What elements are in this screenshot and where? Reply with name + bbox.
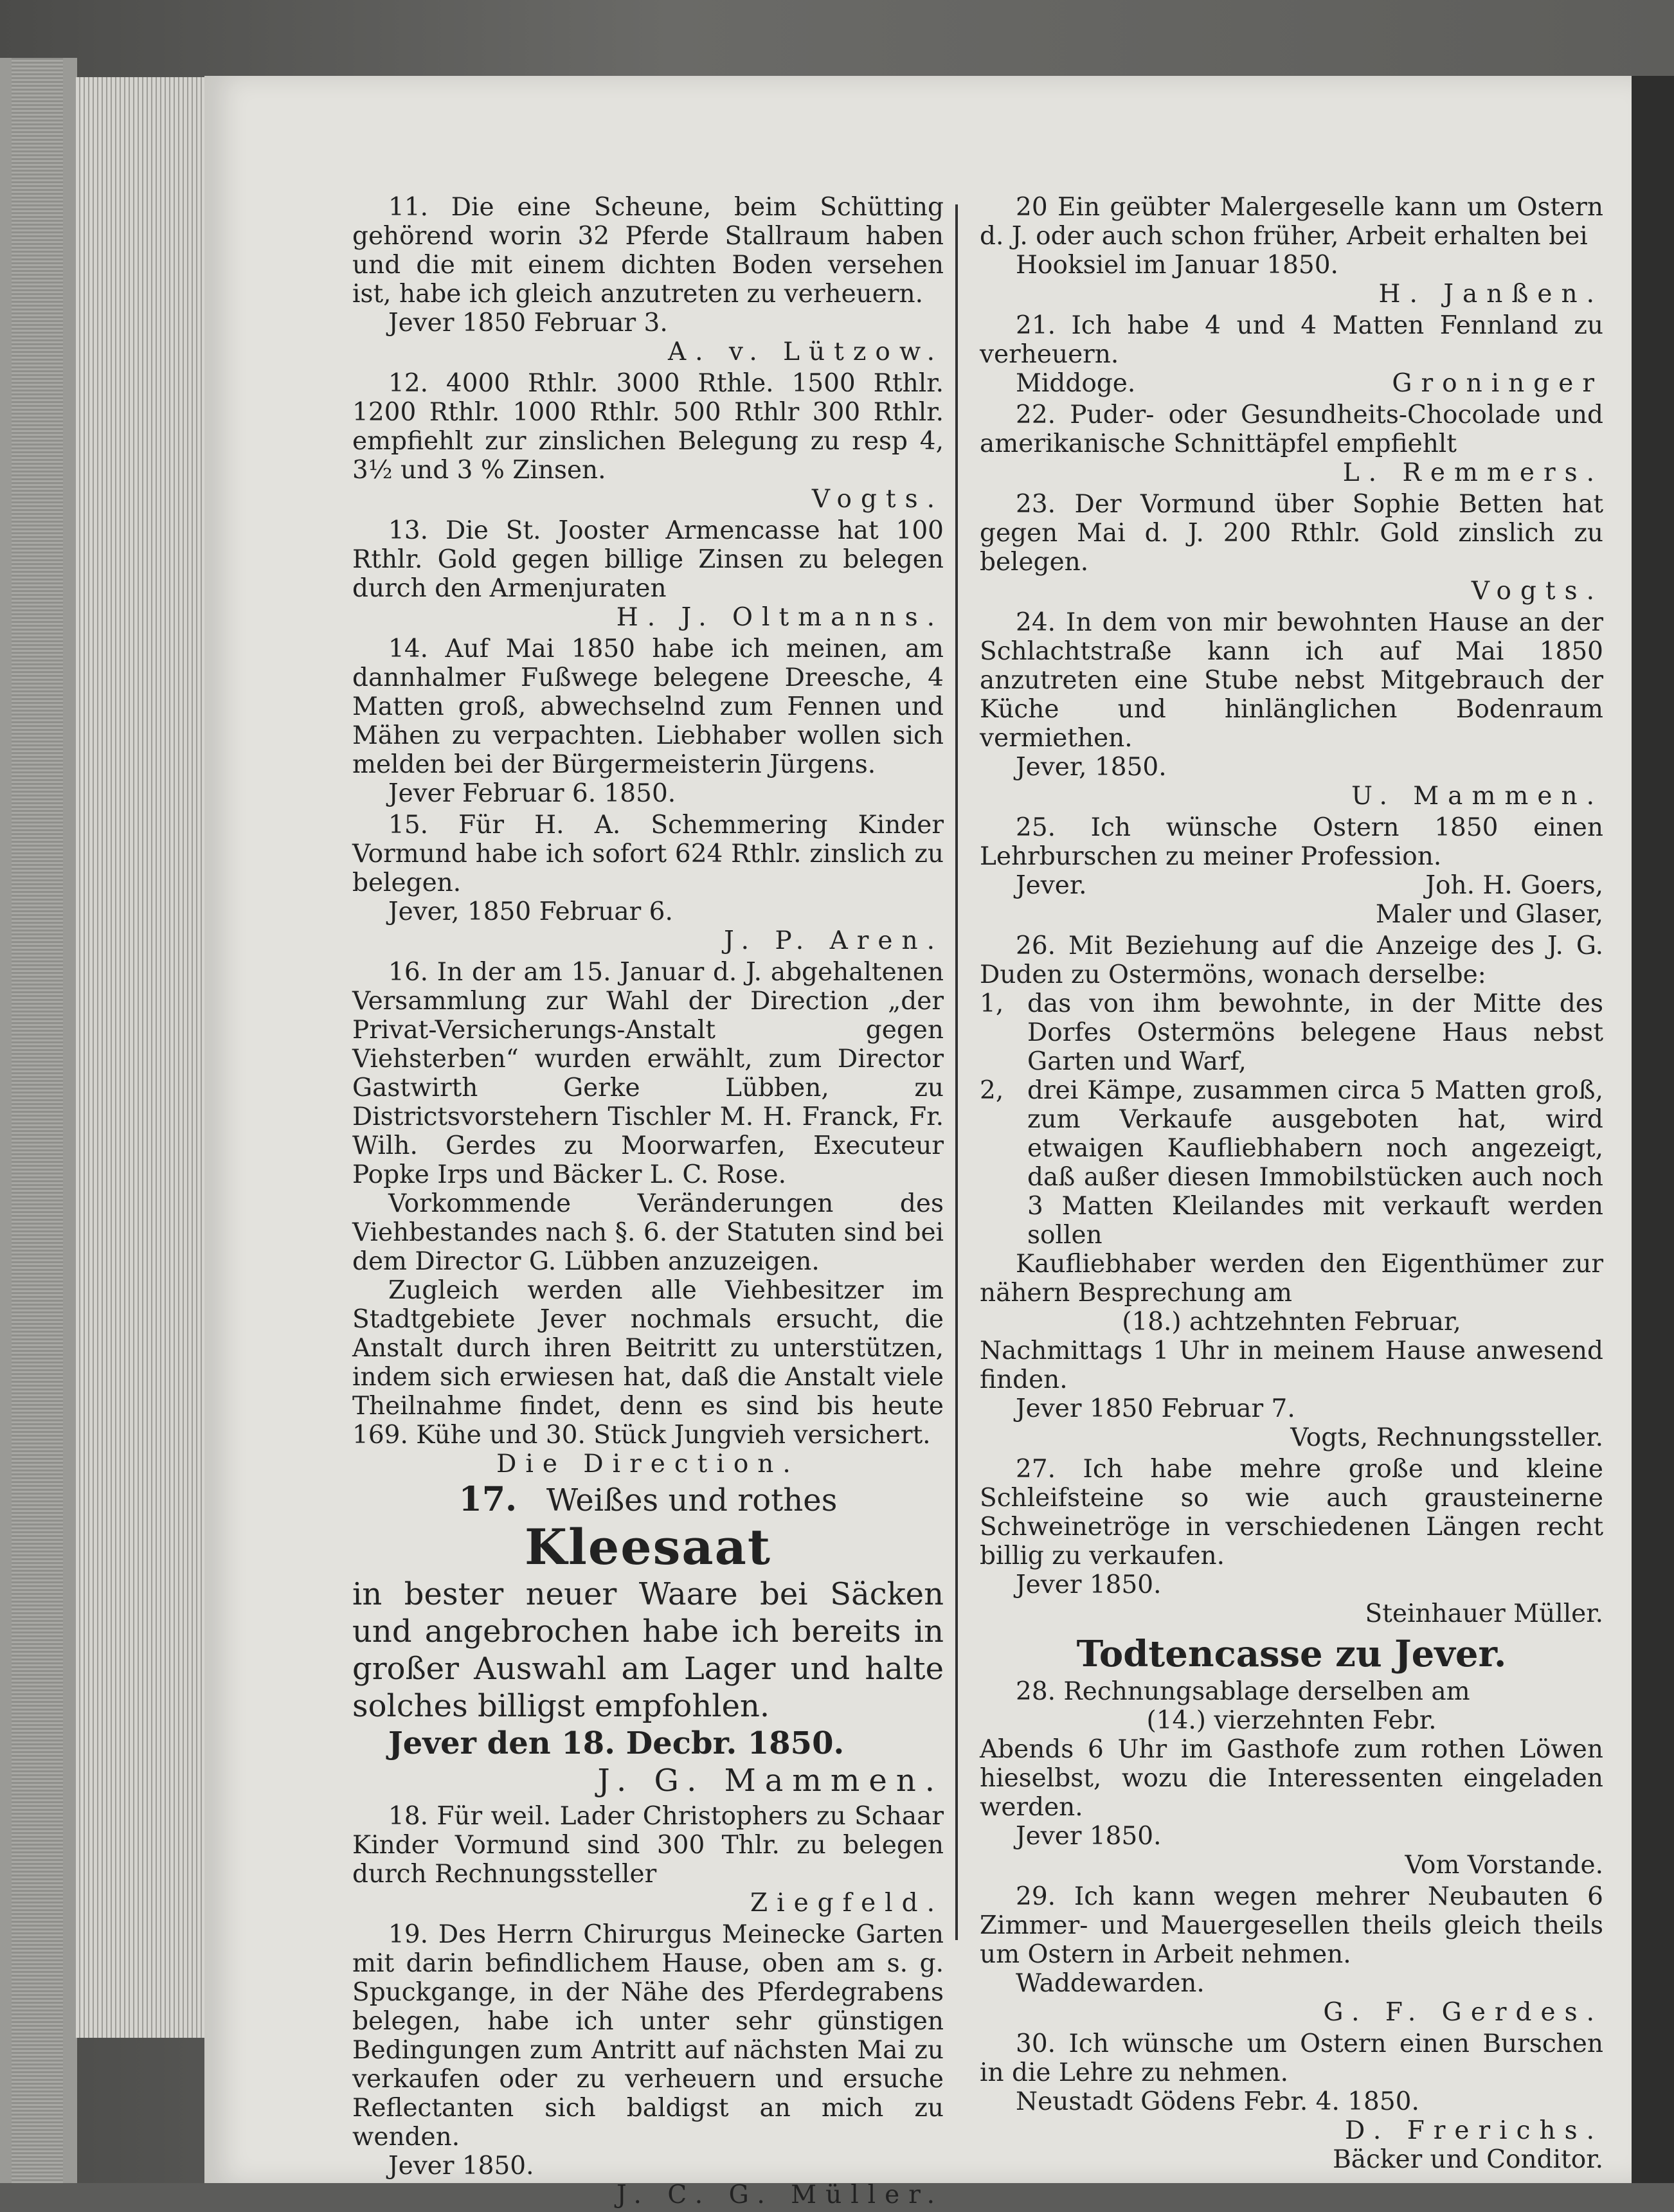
notice-20-text: 20 Ein geübter Malergeselle kann um Ostern d. J. oder auch schon früher, Arbeit erhalten bei — [980, 193, 1603, 251]
notice-17-text: in bester neuer Waare bei Säcken und angebrochen habe ich bereits in großer Auswahl am Lager und halte solches billigst empfohlen. — [352, 1576, 944, 1724]
notice-26-item-1 — [980, 989, 1603, 1076]
notice-24-date: Jever, 1850. — [1016, 753, 1167, 782]
notice-30-date: Neustadt Gödens Febr. 4. 1850. — [1016, 2087, 1419, 2116]
notice-24-signature: U. Mammen. — [1351, 782, 1603, 811]
notice-26-text-b: Kaufliebhaber werden den Eigenthümer zur nähern Besprechung am — [980, 1250, 1603, 1308]
notice-26-item-2 — [980, 1076, 1603, 1250]
notice-28-day: (14.) vierzehnten Febr. — [1146, 1706, 1437, 1735]
notice-27-text: 27. Ich habe mehre große und kleine Schleifsteine so wie auch grausteinerne Schweinetröge in verschiedenen Längen recht billig zu verkaufen. — [980, 1455, 1603, 1570]
notice-25-text: 25. Ich wünsche Ostern 1850 einen Lehrburschen zu meiner Profession. — [980, 813, 1603, 871]
notice-29-signature: G. F. Gerdes. — [1323, 1998, 1603, 2027]
left-column — [352, 193, 944, 2212]
notice-19-text: 19. Des Herrn Chirurgus Meinecke Garten mit darin befindlichem Hause, oben am s. g. Spuckgange, in der Nähe des Pferdegrabens belegen, habe ich unter sehr günstigen Bedingungen zum Antritt auf nächsten Mai zu verkaufen oder zu verheuern und ersuche Reflectanten sich baldigst an mich zu wenden. — [352, 1920, 944, 2152]
column-divider — [955, 204, 958, 1940]
notice-30-profession: Bäcker und Conditor. — [1333, 2145, 1603, 2174]
notice-26-text-c: Nachmittags 1 Uhr in meinem Hause anwesend finden. — [980, 1336, 1603, 1394]
notice-11-text: 11. Die eine Scheune, beim Schütting gehörend worin 32 Pferde Stallraum haben und die mit einem dichten Boden versehen ist, habe ich gleich anzutreten zu verheuern. — [352, 193, 944, 309]
notice-26-day: (18.) achtzehnten Februar, — [1122, 1308, 1461, 1336]
notice-13 — [352, 516, 944, 632]
notice-27 — [980, 1455, 1603, 1628]
notice-14-text: 14. Auf Mai 1850 habe ich meinen, am dannhalmer Fußwege belegene Dreesche, 4 Matten groß, abwechselnd zum Fennen und Mähen zu verpachten. Liebhaber wollen sich melden bei der Bürgermeisterin Jürgens. — [352, 634, 944, 779]
notice-25-signature: Joh. H. Goers, — [1425, 871, 1603, 900]
notice-23 — [980, 490, 1603, 606]
notice-20-place: Hooksiel im Januar 1850. — [1016, 251, 1338, 280]
notice-28-date: Jever 1850. — [1016, 1822, 1162, 1851]
notice-18-text: 18. Für weil. Lader Christophers zu Schaar Kinder Vormund sind 300 Thlr. zu belegen durch Rechnungssteller — [352, 1802, 944, 1889]
notice-16 — [352, 958, 944, 1479]
notice-18-signature: Ziegfeld. — [750, 1889, 944, 1918]
notice-12 — [352, 369, 944, 514]
notice-15-text: 15. Für H. A. Schemmering Kinder Vormund habe ich sofort 624 Rthlr. zinslich zu belegen. — [352, 811, 944, 897]
notice-29-text: 29. Ich kann wegen mehrer Neubauten 6 Zimmer- und Mauergesellen theils gleich theils um Ostern in Arbeit nehmen. — [980, 1882, 1603, 1969]
notice-26-item-2-text: drei Kämpe, zusammen circa 5 Matten groß, zum Verkaufe ausgeboten hat, wird etwaigen Kaufliebhabern noch angezeigt, daß außer diesen Immobilstücken auch noch 3 Matten Kleilandes mit verkauft werden sollen — [1027, 1076, 1603, 1250]
notice-26-item-1-number: 1, — [980, 989, 1004, 1018]
notice-17-subtitle: Weißes und rothes — [546, 1482, 838, 1518]
notice-17-title: Kleesaat — [524, 1518, 771, 1576]
notice-12-text: 12. 4000 Rthlr. 3000 Rthle. 1500 Rthlr. 1200 Rthlr. 1000 Rthlr. 500 Rthlr 300 Rthlr. empfiehlt zur zinslichen Belegung zu resp 4, 3½ und 3 % Zinsen. — [352, 369, 944, 485]
notice-15-signature: J. P. Aren. — [724, 926, 944, 955]
notice-16-text-b: Vorkommende Veränderungen des Viehbestandes nach §. 6. der Statuten sind bei dem Director G. Lübben anzuzeigen. — [352, 1189, 944, 1276]
right-column — [980, 193, 1603, 2177]
book-spine — [0, 58, 77, 2183]
notice-25 — [980, 813, 1603, 929]
notice-26 — [980, 931, 1603, 1452]
notice-26-signature: Vogts, Rechnungssteller. — [1290, 1423, 1603, 1452]
notice-21-place: Middoge. — [1016, 369, 1136, 398]
notice-20 — [980, 193, 1603, 309]
notice-13-signature: H. J. Oltmanns. — [616, 603, 944, 632]
notice-30 — [980, 2029, 1603, 2174]
notice-11-signature: A. v. Lützow. — [667, 337, 944, 366]
notice-17-heading — [352, 1481, 944, 1519]
notice-27-signature: Steinhauer Müller. — [1365, 1599, 1603, 1628]
notice-16-signature: Die Direction. — [496, 1450, 800, 1479]
notice-29 — [980, 1882, 1603, 2027]
notice-20-signature: H. Janßen. — [1378, 280, 1603, 309]
notice-22 — [980, 400, 1603, 487]
notice-15-date: Jever, 1850 Februar 6. — [388, 897, 673, 926]
notice-21 — [980, 311, 1603, 398]
notice-30-text: 30. Ich wünsche um Ostern einen Burschen in die Lehre zu nehmen. — [980, 2029, 1603, 2087]
notice-25-profession: Maler und Glaser, — [1375, 900, 1603, 929]
notice-14-date: Jever Februar 6. 1850. — [388, 779, 676, 808]
page-shadow-strip — [1632, 76, 1674, 2183]
notice-11 — [352, 193, 944, 366]
notice-29-place: Waddewarden. — [1016, 1969, 1205, 1998]
notice-12-signature: Vogts. — [811, 485, 944, 514]
notice-27-date: Jever 1850. — [1016, 1570, 1162, 1599]
notice-21-text: 21. Ich habe 4 und 4 Matten Fennland zu verheuern. — [980, 311, 1603, 369]
notice-28 — [980, 1677, 1603, 1880]
notice-28-text: 28. Rechnungsablage derselben am — [1016, 1677, 1470, 1706]
notice-22-text: 22. Puder- oder Gesundheits-Chocolade und amerikanische Schnittäpfel empfiehlt — [980, 400, 1603, 458]
notice-21-signature: Groninger — [1392, 369, 1603, 398]
notice-25-place: Jever. — [1016, 871, 1087, 900]
notice-16-text-c: Zugleich werden alle Viehbesitzer im Stadtgebiete Jever nochmals ersucht, die Anstalt durch ihren Beitritt zu unterstützen, indem sich erwiesen hat, daß die Anstalt viele Theilnahme findet, denn es sind bis heute 169. Kühe und 30. Stück Jungvieh versichert. — [352, 1276, 944, 1450]
notice-17-signature: J. G. Mammen. — [597, 1763, 944, 1799]
notice-19-signature: J. C. G. Müller. — [616, 2181, 944, 2209]
notice-28-text-b: Abends 6 Uhr im Gasthofe zum rothen Löwen hieselbst, wozu die Interessenten eingeladen werden. — [980, 1735, 1603, 1822]
notice-15 — [352, 811, 944, 955]
notice-17 — [352, 1481, 944, 1799]
page-edges — [76, 77, 208, 2038]
notice-26-date: Jever 1850 Februar 7. — [1016, 1394, 1295, 1423]
notice-28-signature: Vom Vorstande. — [1405, 1851, 1603, 1880]
notice-24-text: 24. In dem von mir bewohnten Hause an der Schlachtstraße kann ich auf Mai 1850 anzutreten eine Stube nebst Mitgebrauch der Küche und hinlänglichen Bodenraum vermiethen. — [980, 608, 1603, 753]
section-heading: Todtencasse zu Jever. — [1076, 1633, 1507, 1675]
notice-14 — [352, 634, 944, 808]
notice-19-date: Jever 1850. — [388, 2152, 534, 2181]
notice-11-date: Jever 1850 Februar 3. — [388, 309, 668, 337]
notice-26-item-1-text: das von ihm bewohnte, in der Mitte des Dorfes Ostermöns belegene Haus nebst Garten und Warf, — [1027, 989, 1603, 1076]
notice-16-text-a: 16. In der am 15. Januar d. J. abgehaltenen Versammlung zur Wahl der Direction „der Privat-Versicherungs-Anstalt gegen Viehsterben“ wurden erwählt, zum Director Gastwirth Gerke Lübben, zu Districtsvorstehern Tischler M. H. Franck, Fr. Wilh. Gerdes zu Moorwarfen, Executeur Popke Irps und Bäcker L. C. Rose. — [352, 958, 944, 1189]
notice-17-date: Jever den 18. Decbr. 1850. — [388, 1725, 845, 1761]
notice-17-number: 17. — [458, 1480, 518, 1519]
notice-18 — [352, 1802, 944, 1918]
notice-30-signature: D. Frerichs. — [1345, 2116, 1603, 2145]
notice-13-text: 13. Die St. Jooster Armencasse hat 100 Rthlr. Gold gegen billige Zinsen zu belegen durch den Armenjuraten — [352, 516, 944, 603]
notice-22-signature: L. Remmers. — [1342, 458, 1603, 487]
notice-23-text: 23. Der Vormund über Sophie Betten hat gegen Mai d. J. 200 Rthlr. Gold zinslich zu belegen. — [980, 490, 1603, 577]
notice-26-text: 26. Mit Beziehung auf die Anzeige des J. G. Duden zu Ostermöns, wonach derselbe: — [980, 931, 1603, 989]
notice-23-signature: Vogts. — [1471, 577, 1603, 606]
notice-19 — [352, 1920, 944, 2209]
notice-24 — [980, 608, 1603, 811]
notice-26-item-2-number: 2, — [980, 1076, 1004, 1105]
